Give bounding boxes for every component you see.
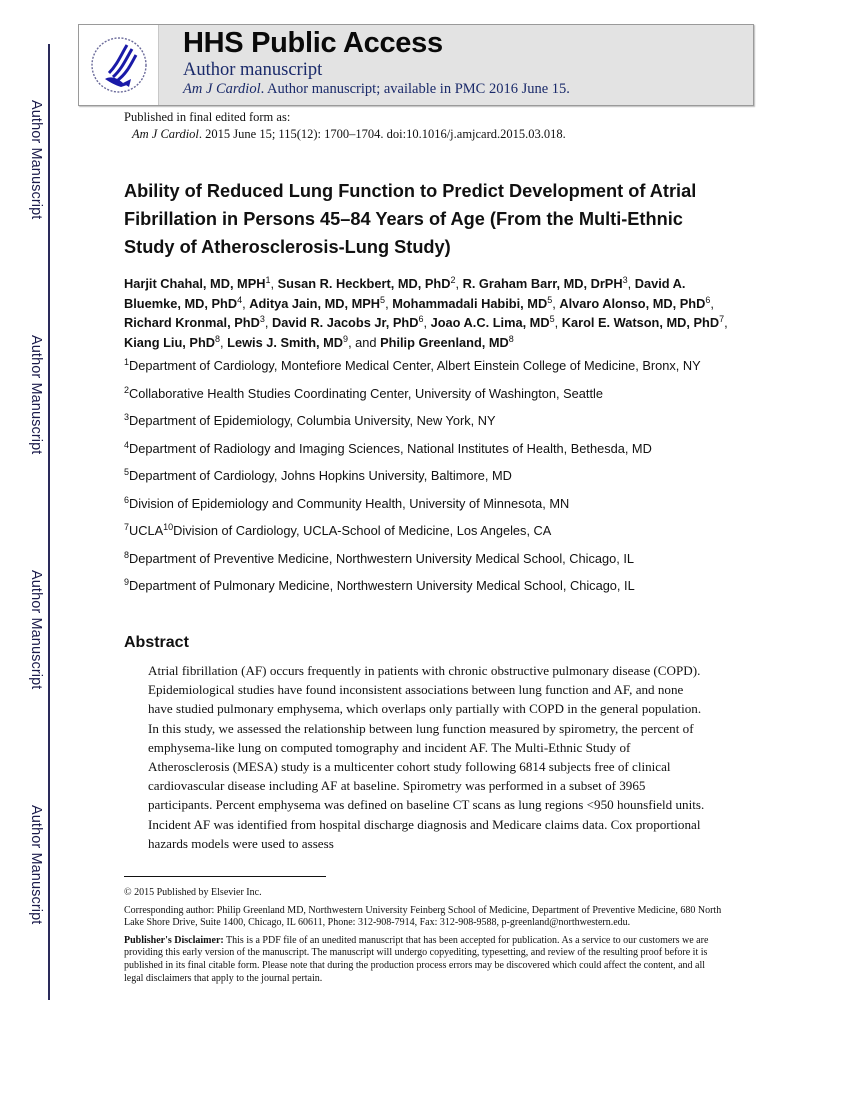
affiliation-item: $^2$Collaborative Health Studies Coordinating Center, University of Washington, Seattle (124, 384, 603, 401)
affiliation-item: $^6$Division of Epidemiology and Community Health, University of Minnesota, MN (124, 494, 570, 511)
author-name: Richard Kronmal, PhD (124, 315, 260, 330)
author-name: Susan R. Heckbert, MD, PhD (277, 276, 451, 291)
affiliation-ref: 6 (418, 314, 424, 324)
margin-rule (48, 44, 50, 1000)
author-name: David A. Bluemke, MD, PhD (124, 276, 686, 311)
footnote-rule (124, 876, 326, 877)
side-label-author-manuscript: Author Manuscript (28, 335, 44, 455)
affiliation-item: $^5$Department of Cardiology, Johns Hopkins University, Baltimore, MD (124, 467, 512, 483)
author-name: Lewis J. Smith, MD (227, 334, 344, 350)
author-name: Joao A.C. Lima, MD (430, 315, 550, 330)
side-label-author-manuscript: Author Manuscript (28, 805, 44, 925)
logo-cell (79, 25, 159, 105)
availability-text: . Author manuscript; available in PMC 2016 June 15. (260, 81, 570, 97)
author-manuscript-label: Author manuscript (183, 60, 323, 80)
author-name: Kiang Liu, PhD (124, 334, 215, 350)
affiliation-item: $^9$Department of Pulmonary Medicine, Northwestern University Medical School, Chicago, IL (124, 577, 635, 593)
journal-name: Am J Cardiol (132, 127, 199, 141)
author-name: Philip Greenland, MD (380, 334, 509, 350)
citation-text: . 2015 June 15; 115(12): 1700–1704. doi:10.1016/j.amjcard.2015.03.018. (198, 127, 566, 141)
hhs-public-access-title: HHS Public Access (183, 27, 443, 59)
affiliation-ref: 5 (547, 294, 553, 305)
author-name: David R. Jacobs Jr, PhD (271, 315, 419, 330)
abstract-heading: Abstract (124, 634, 189, 651)
author-name: Harjit Chahal, MD, MPH (124, 276, 266, 291)
journal-name: Am J Cardiol (183, 81, 261, 97)
affiliation-item: $^1$Department of Cardiology, Montefiore Medical Center, Albert Einstein College of Medicine, Bronx, NY (124, 357, 701, 373)
side-label-author-manuscript: Author Manuscript (28, 100, 44, 220)
published-final-label: Published in final edited form as: (124, 110, 291, 124)
copyright-note: © 2015 Published by Elsevier Inc. (124, 887, 262, 898)
footnotes (124, 887, 724, 990)
affiliation-item: $^4$Department of Radiology and Imaging Sciences, National Institutes of Health, Bethesda, MD (124, 439, 652, 456)
affiliation-ref: 8 (215, 333, 221, 344)
availability-line (183, 81, 570, 98)
affiliation-ref: 3 (259, 314, 265, 324)
affiliation-ref: 4 (237, 294, 243, 305)
hhs-header-banner (78, 24, 754, 106)
affiliation-ref: 2 (450, 275, 456, 285)
affiliation-ref: 5 (549, 314, 555, 324)
affiliation-ref: 8 (508, 333, 514, 344)
hhs-eagle-seal-icon (87, 31, 151, 99)
citation-line (132, 127, 566, 142)
affiliation-list (124, 356, 724, 604)
author-name: Mohammadali Habibi, MD (392, 295, 548, 311)
affiliation-item: $^7$UCLA$^{10}$Division of Cardiology, UCLA-School of Medicine, Los Angeles, CA (124, 522, 552, 538)
corresponding-author-note: Corresponding author: Philip Greenland MD, Northwestern University Feinberg School of Medicine, Department of Preventive Medicine, 680 North Lake Shore Drive, Suite 1400, Chicago, IL 60611, Phone: 312-908-7914, Fax: 312-908-9588, p-greenland@northwestern.edu. (124, 904, 722, 929)
side-label-author-manuscript: Author Manuscript (28, 570, 44, 690)
author-list: Harjit Chahal, MD, MPH$^1$, Susan R. Heckbert, MD, PhD$^2$, R. Graham Barr, MD, DrPH$^3$, David A. Bluemke, MD, PhD$^4$, Aditya Jain, MD, MPH$^5$, Mohammadali Habibi, $MD^5$, Alvaro Alonso, MD, PhD$^6$, Richard Kronmal, PhD$^3$, David R. Jacobs Jr, PhD$^6$, Joao A.C. Lima, $MD^5$, Karol E. Watson, MD, PhD$^7$, Kiang Liu, PhD$^8$, Lewis J. Smith, $MD^9$, and Philip Greenland, $MD^8$ (124, 275, 728, 350)
affiliation-ref: 7 (719, 314, 725, 324)
publisher-disclaimer (124, 935, 724, 985)
author-name: R. Graham Barr, MD, DrPH (462, 276, 623, 291)
abstract-body: Atrial fibrillation (AF) occurs frequently in patients with chronic obstructive pulmonary disease (COPD). Epidemiological studies have found inconsistent associations between lung function and AF, and none have studied pulmonary emphysema, which overlaps only partially with COPD in the general population. In this study, we assessed the relationship between lung function measured by spirometry, the percent of emphysema-like lung on computed tomography and incident AF. The Multi-Ethnic Study of Atherosclerosis (MESA) study is a multicenter cohort study following 6814 subjects free of clinical cardiovascular disease including AF at baseline. Spirometry was performed in a subset of 3965 participants. Percent emphysema was defined on baseline CT scans as lung regions <950 hounsfield units. Incident AF was identified from hospital discharge diagnosis and Medicare claims data. Cox proportional hazards models were used to assess (148, 663, 705, 851)
disclaimer-text: This is a PDF file of an unedited manuscript that has been accepted for publication. As a service to our customers we are providing this early version of the manuscript. The manuscript will undergo copyediting, typesetting, and review of the resulting proof before it is published in its final citable form. Please note that during the production process errors may be discovered which could affect the content, and all legal disclaimers that apply to the journal pertain. (124, 934, 709, 984)
author-name: Aditya Jain, MD, MPH (249, 295, 381, 311)
author-name: Alvaro Alonso, MD, PhD (559, 295, 706, 311)
author-name: Karol E. Watson, MD, PhD (561, 315, 720, 330)
affiliation-ref: 1 (265, 275, 271, 285)
affiliation-ref: 6 (705, 294, 711, 305)
paper-title: Ability of Reduced Lung Function to Predict Development of Atrial Fibrillation in Persons 45–84 Years of Age (From the Multi-Ethnic Study of Atherosclerosis-Lung Study) (124, 181, 697, 257)
affiliation-ref: 5 (380, 294, 386, 305)
disclaimer-label: Publisher's Disclaimer: (124, 934, 224, 946)
affiliation-ref: 3 (622, 275, 628, 285)
affiliation-item: $^8$Department of Preventive Medicine, Northwestern University Medical School, Chicago, IL (124, 549, 635, 566)
affiliation-item: $^3$Department of Epidemiology, Columbia University, New York, NY (124, 412, 496, 428)
affiliation-ref: 9 (343, 333, 349, 344)
